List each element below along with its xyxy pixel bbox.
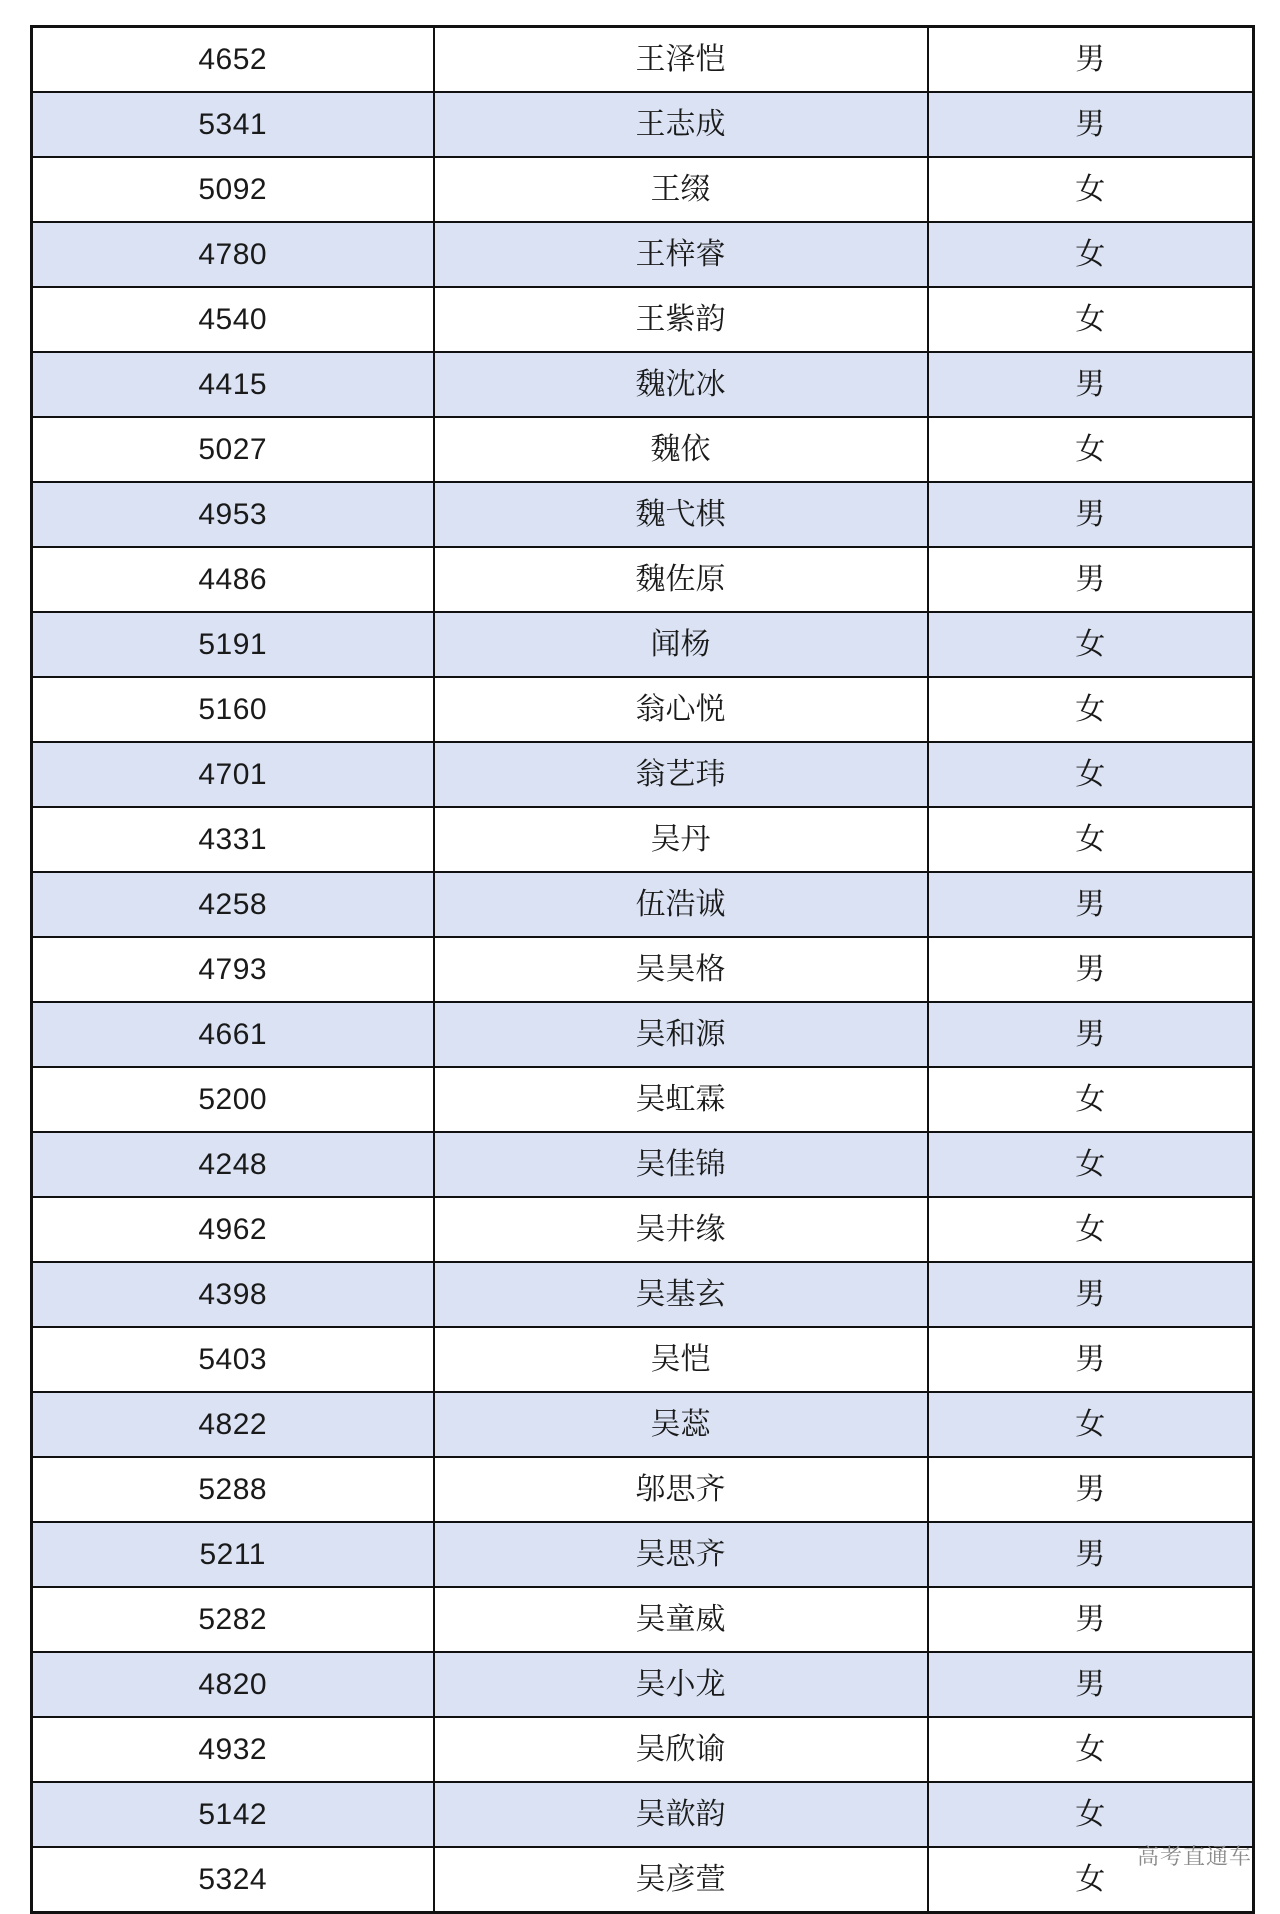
- gender-cell: 女: [928, 807, 1254, 872]
- gender-cell: 女: [928, 287, 1254, 352]
- name-cell: 吴井缘: [434, 1197, 928, 1262]
- name-cell: 吴基玄: [434, 1262, 928, 1327]
- gender-cell: 男: [928, 27, 1254, 93]
- name-cell: 闻杨: [434, 612, 928, 677]
- table-row: [32, 1392, 1254, 1457]
- name-cell: 吴虹霖: [434, 1067, 928, 1132]
- gender-cell: 女: [928, 1132, 1254, 1197]
- id-cell: 4652: [32, 27, 434, 93]
- id-cell: 4486: [32, 547, 434, 612]
- id-cell: 4822: [32, 1392, 434, 1457]
- table-row: [32, 742, 1254, 807]
- id-cell: 4780: [32, 222, 434, 287]
- id-cell: 5027: [32, 417, 434, 482]
- name-cell: 吴昊格: [434, 937, 928, 1002]
- gender-cell: 女: [928, 1067, 1254, 1132]
- gender-cell: 女: [928, 742, 1254, 807]
- name-cell: 翁艺玮: [434, 742, 928, 807]
- gender-cell: 女: [928, 417, 1254, 482]
- name-cell: 吴思齐: [434, 1522, 928, 1587]
- gender-cell: 男: [928, 1262, 1254, 1327]
- name-cell: 吴童威: [434, 1587, 928, 1652]
- table-body: [32, 27, 1254, 1913]
- table-row: [32, 1782, 1254, 1847]
- table-row: [32, 677, 1254, 742]
- table-row: [32, 1587, 1254, 1652]
- name-cell: 吴欣谕: [434, 1717, 928, 1782]
- table-row: [32, 612, 1254, 677]
- name-cell: 吴恺: [434, 1327, 928, 1392]
- id-cell: 4793: [32, 937, 434, 1002]
- table-row: [32, 1652, 1254, 1717]
- name-cell: 王泽恺: [434, 27, 928, 93]
- name-cell: 邬思齐: [434, 1457, 928, 1522]
- id-cell: 5282: [32, 1587, 434, 1652]
- name-cell: 吴丹: [434, 807, 928, 872]
- student-table: [30, 25, 1255, 1914]
- table-row: [32, 482, 1254, 547]
- table-row: [32, 1067, 1254, 1132]
- gender-cell: 女: [928, 1847, 1254, 1913]
- name-cell: 吴蕊: [434, 1392, 928, 1457]
- table-row: [32, 1262, 1254, 1327]
- table-row: [32, 807, 1254, 872]
- gender-cell: 女: [928, 222, 1254, 287]
- gender-cell: 女: [928, 677, 1254, 742]
- id-cell: 4701: [32, 742, 434, 807]
- gender-cell: 男: [928, 1522, 1254, 1587]
- name-cell: 吴和源: [434, 1002, 928, 1067]
- name-cell: 吴佳锦: [434, 1132, 928, 1197]
- name-cell: 王志成: [434, 92, 928, 157]
- table-row: [32, 352, 1254, 417]
- gender-cell: 女: [928, 1197, 1254, 1262]
- gender-cell: 男: [928, 547, 1254, 612]
- id-cell: 5341: [32, 92, 434, 157]
- name-cell: 王梓睿: [434, 222, 928, 287]
- table-row: [32, 547, 1254, 612]
- id-cell: 5211: [32, 1522, 434, 1587]
- name-cell: 魏依: [434, 417, 928, 482]
- gender-cell: 女: [928, 1717, 1254, 1782]
- table-row: [32, 417, 1254, 482]
- gender-cell: 男: [928, 872, 1254, 937]
- table-row: [32, 287, 1254, 352]
- id-cell: 5200: [32, 1067, 434, 1132]
- gender-cell: 男: [928, 1587, 1254, 1652]
- gender-cell: 男: [928, 1327, 1254, 1392]
- id-cell: 5191: [32, 612, 434, 677]
- id-cell: 4398: [32, 1262, 434, 1327]
- gender-cell: 男: [928, 1457, 1254, 1522]
- table-row: [32, 1522, 1254, 1587]
- id-cell: 5288: [32, 1457, 434, 1522]
- name-cell: 魏沈冰: [434, 352, 928, 417]
- gender-cell: 女: [928, 1392, 1254, 1457]
- id-cell: 4540: [32, 287, 434, 352]
- id-cell: 5142: [32, 1782, 434, 1847]
- id-cell: 4415: [32, 352, 434, 417]
- id-cell: 4248: [32, 1132, 434, 1197]
- id-cell: 4661: [32, 1002, 434, 1067]
- gender-cell: 男: [928, 937, 1254, 1002]
- name-cell: 魏弋棋: [434, 482, 928, 547]
- id-cell: 4258: [32, 872, 434, 937]
- name-cell: 吴歆韵: [434, 1782, 928, 1847]
- gender-cell: 男: [928, 1652, 1254, 1717]
- id-cell: 5403: [32, 1327, 434, 1392]
- name-cell: 吴彦萱: [434, 1847, 928, 1913]
- table-row: [32, 937, 1254, 1002]
- id-cell: 4932: [32, 1717, 434, 1782]
- id-cell: 4820: [32, 1652, 434, 1717]
- table-row: [32, 872, 1254, 937]
- name-cell: 王紫韵: [434, 287, 928, 352]
- table-row: [32, 92, 1254, 157]
- name-cell: 王缀: [434, 157, 928, 222]
- id-cell: 5092: [32, 157, 434, 222]
- gender-cell: 男: [928, 352, 1254, 417]
- table-row: [32, 1717, 1254, 1782]
- table-row: [32, 1132, 1254, 1197]
- table-row: [32, 222, 1254, 287]
- id-cell: 4962: [32, 1197, 434, 1262]
- gender-cell: 男: [928, 482, 1254, 547]
- table-row: [32, 1002, 1254, 1067]
- id-cell: 5324: [32, 1847, 434, 1913]
- name-cell: 翁心悦: [434, 677, 928, 742]
- gender-cell: 女: [928, 612, 1254, 677]
- id-cell: 4953: [32, 482, 434, 547]
- gender-cell: 男: [928, 1002, 1254, 1067]
- table-row: [32, 1327, 1254, 1392]
- table-row: [32, 1457, 1254, 1522]
- name-cell: 吴小龙: [434, 1652, 928, 1717]
- watermark-text: 高考直通车: [1136, 1845, 1252, 1870]
- table-row: [32, 157, 1254, 222]
- gender-cell: 女: [928, 1782, 1254, 1847]
- id-cell: 5160: [32, 677, 434, 742]
- id-cell: 4331: [32, 807, 434, 872]
- table-row: [32, 1197, 1254, 1262]
- name-cell: 魏佐原: [434, 547, 928, 612]
- gender-cell: 男: [928, 92, 1254, 157]
- name-cell: 伍浩诚: [434, 872, 928, 937]
- table-row: [32, 27, 1254, 93]
- gender-cell: 女: [928, 157, 1254, 222]
- table-row: [32, 1847, 1254, 1913]
